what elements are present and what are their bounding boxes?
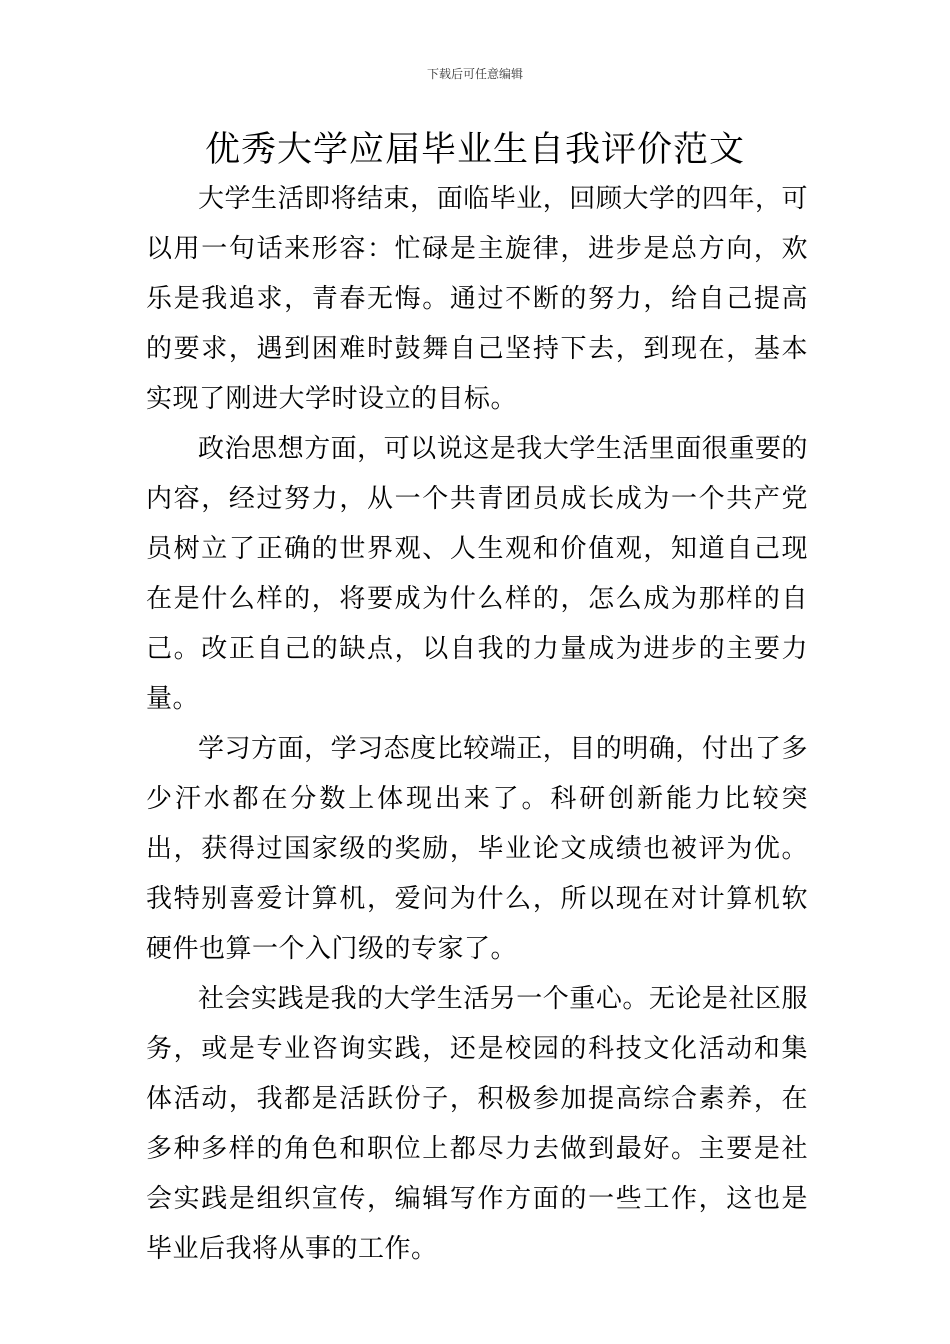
document-body xyxy=(146,174,808,1274)
paragraph-social-practice: 社会实践是我的大学生活另一个重心。无论是社区服务，或是专业咨询实践，还是校园的科技文化活动和集体活动，我都是活跃份子，积极参加提高综合素养，在多种多样的角色和职位上都尽力去做到最好。主要是社会实践是组织宣传，编辑写作方面的一些工作，这也是毕业后我将从事的工作。 xyxy=(146,984,808,1264)
paragraph-intro: 大学生活即将结束，面临毕业，回顾大学的四年，可以用一句话来形容：忙碌是主旋律，进步是总方向，欢乐是我追求，青春无悔。通过不断的努力，给自己提高的要求，遇到困难时鼓舞自己坚持下去，到现在，基本实现了刚进大学时设立的目标。 xyxy=(146,184,808,414)
document-title: 优秀大学应届毕业生自我评价范文 xyxy=(204,130,745,170)
paragraph-study: 学习方面，学习态度比较端正，目的明确，付出了多少汗水都在分数上体现出来了。科研创新能力比较突出，获得过国家级的奖励，毕业论文成绩也被评为优。我特别喜爱计算机，爱问为什么，所以现在对计算机软硬件也算一个入门级的专家了。 xyxy=(146,734,808,964)
paragraph-political: 政治思想方面，可以说这是我大学生活里面很重要的内容，经过努力，从一个共青团员成长成为一个共产党员树立了正确的世界观、人生观和价值观，知道自己现在是什么样的，将要成为什么样的，怎么成为那样的自己。改正自己的缺点，以自我的力量成为进步的主要力量。 xyxy=(146,434,808,714)
header-note: 下载后可任意编辑 xyxy=(426,67,523,81)
